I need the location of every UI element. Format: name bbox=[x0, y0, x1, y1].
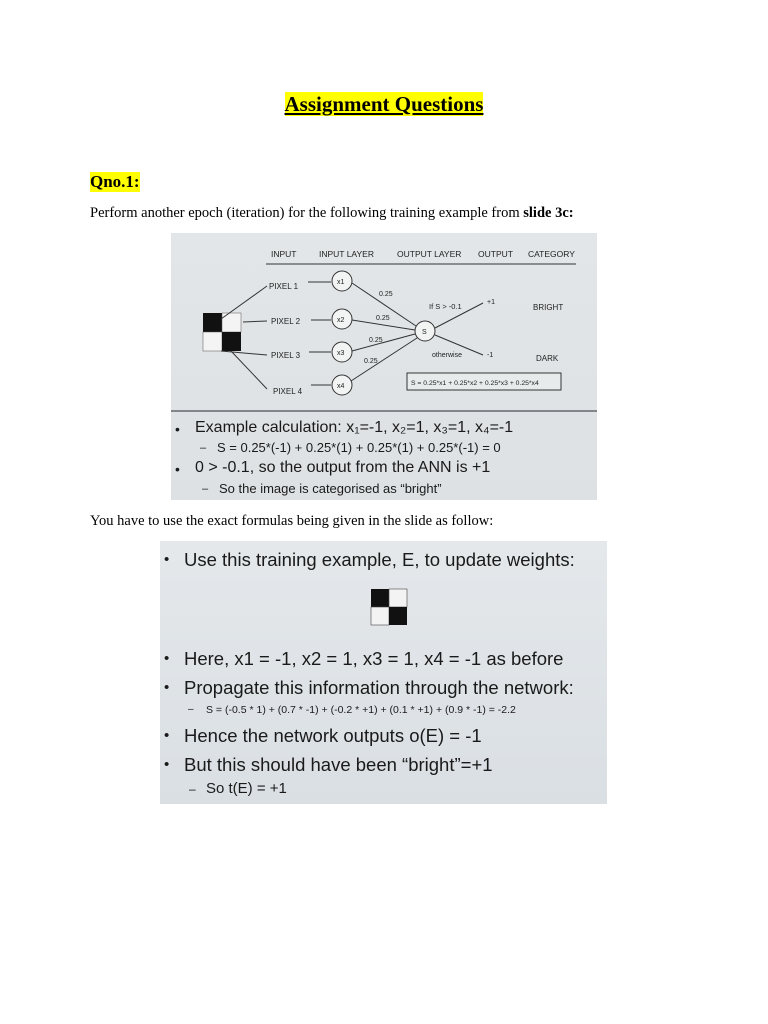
input-arrows bbox=[308, 282, 331, 385]
header-input: INPUT bbox=[271, 249, 297, 259]
page-title-text: Assignment Questions bbox=[284, 92, 484, 116]
bullet-dot: • bbox=[175, 461, 180, 477]
intro-bold: slide 3c: bbox=[523, 205, 574, 221]
expected-output: But this should have been “bright”=+1 bbox=[184, 754, 493, 775]
pixel-4-label: PIXEL 4 bbox=[273, 387, 303, 396]
example-sum: S = 0.25*(-1) + 0.25*(1) + 0.25*(1) + 0.25*(-1) = 0 bbox=[217, 440, 501, 455]
weighted-sum: S = (-0.5 * 1) + (0.7 * -1) + (-0.2 * +1) + (0.1 * +1) + (0.9 * -1) = -2.2 bbox=[206, 704, 516, 716]
update-weights-photo bbox=[160, 541, 607, 804]
header-output-layer: OUTPUT LAYER bbox=[397, 249, 462, 259]
output-negative: -1 bbox=[487, 352, 494, 359]
target-value: So t(E) = +1 bbox=[206, 780, 287, 797]
example-calculation: Example calculation: x₁=-1, x₂=1, x₃=1, x₄=-1 bbox=[195, 419, 514, 436]
bullet-dot: • bbox=[164, 650, 170, 667]
dash-marker: – bbox=[202, 483, 209, 495]
use-training-example: Use this training example, E, to update weights: bbox=[184, 549, 575, 570]
input-values: Here, x1 = -1, x2 = 1, x3 = 1, x4 = -1 as before bbox=[184, 648, 564, 669]
bullet-dot: • bbox=[164, 551, 170, 568]
node-x1-label: x1 bbox=[337, 279, 345, 286]
weight-2: 0.25 bbox=[376, 315, 390, 322]
sum-node-label: S bbox=[422, 329, 427, 336]
dash-marker: – bbox=[200, 442, 207, 454]
network-output: Hence the network outputs o(E) = -1 bbox=[184, 725, 482, 746]
propagate-statement: Propagate this information through the network: bbox=[184, 677, 574, 698]
condition-label: If S > -0.1 bbox=[429, 302, 462, 311]
formula-text: S = 0.25*x1 + 0.25*x2 + 0.25*x3 + 0.25*x4 bbox=[411, 380, 539, 387]
node-x4-label: x4 bbox=[337, 383, 345, 390]
question-intro bbox=[90, 205, 574, 222]
weight-3: 0.25 bbox=[369, 337, 383, 344]
question-label: Qno.1: bbox=[90, 172, 140, 191]
category-statement: So the image is categorised as “bright” bbox=[219, 481, 442, 496]
weight-4: 0.25 bbox=[364, 358, 378, 365]
weight-1: 0.25 bbox=[379, 291, 393, 298]
page-title bbox=[0, 92, 768, 117]
dash-marker: – bbox=[188, 704, 194, 715]
otherwise-label: otherwise bbox=[432, 352, 462, 359]
header-category: CATEGORY bbox=[528, 249, 575, 259]
header-input-layer: INPUT LAYER bbox=[319, 249, 374, 259]
example-checkerboard bbox=[371, 589, 407, 625]
node-x2-label: x2 bbox=[337, 317, 345, 324]
pixel-3-label: PIXEL 3 bbox=[271, 351, 301, 360]
bullet-dot: • bbox=[164, 727, 170, 744]
node-x3-label: x3 bbox=[337, 350, 345, 357]
header-output: OUTPUT bbox=[478, 249, 513, 259]
output-positive: +1 bbox=[487, 299, 495, 306]
followup-text: You have to use the exact formulas being given in the slide as follow: bbox=[90, 513, 494, 529]
dash-marker: – bbox=[189, 782, 196, 796]
category-bright: BRIGHT bbox=[533, 303, 564, 312]
threshold-statement: 0 > -0.1, so the output from the ANN is +1 bbox=[195, 459, 491, 476]
bullet-dot: • bbox=[164, 756, 170, 773]
intro-text: Perform another epoch (iteration) for the following training example from bbox=[90, 205, 524, 221]
pixel-2-label: PIXEL 2 bbox=[271, 317, 301, 326]
bullet-dot: • bbox=[175, 421, 180, 437]
slide-3c-photo bbox=[171, 233, 597, 500]
bullet-dot: • bbox=[164, 679, 170, 696]
category-dark: DARK bbox=[536, 354, 559, 363]
pixel-1-label: PIXEL 1 bbox=[269, 282, 299, 291]
